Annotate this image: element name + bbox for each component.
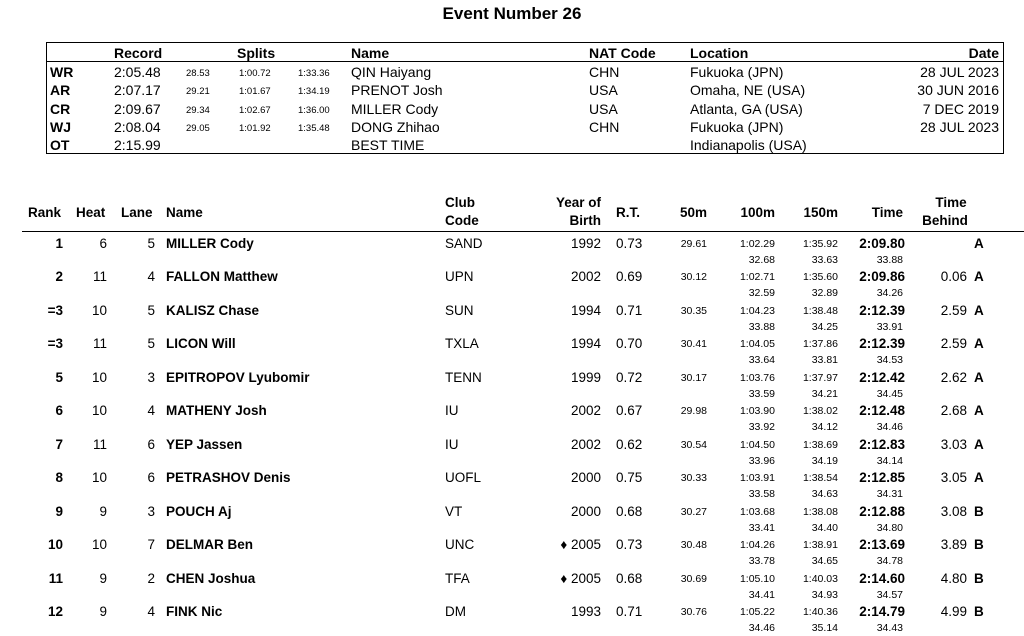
record-time: 2:05.48	[114, 64, 161, 80]
record-date: 30 JUN 2016	[917, 82, 999, 99]
result-split-150: 1:40.36	[802, 605, 838, 618]
result-name: KALISZ Chase	[166, 302, 260, 318]
result-split-50: 29.61	[680, 238, 707, 250]
result-lap-150: 34.21	[811, 387, 838, 400]
result-grade: B	[974, 503, 984, 519]
result-grade: B	[974, 537, 984, 553]
result-time-behind: 4.80	[940, 570, 967, 586]
result-club: SAND	[445, 236, 483, 251]
result-lane: 6	[147, 436, 155, 452]
result-yob: 2000	[570, 470, 601, 486]
result-club: IU	[445, 403, 459, 419]
result-rt: 0.69	[616, 269, 643, 285]
result-split-100: 1:05.22	[739, 605, 775, 618]
result-lane: 3	[147, 503, 155, 519]
result-time-behind: 2.62	[940, 369, 967, 385]
record-split-150: 1:35.48	[298, 122, 330, 134]
result-split-150: 1:38.69	[802, 438, 838, 451]
results-header-yob-1: Year of	[555, 195, 601, 210]
result-split-50: 29.98	[680, 405, 707, 418]
result-time: 2:12.39	[859, 336, 905, 352]
result-lap-200: 34.26	[876, 287, 903, 300]
result-name: YEP Jassen	[166, 436, 243, 452]
result-split-150: 1:37.97	[802, 371, 838, 384]
record-nat: USA	[589, 82, 618, 99]
result-lane: 5	[147, 302, 155, 318]
result-lap-150: 34.63	[811, 488, 838, 501]
records-header-date: Date	[968, 45, 999, 61]
result-lap-100: 34.41	[748, 588, 775, 601]
result-split-100: 1:02.29	[739, 238, 775, 250]
result-club: IU	[445, 436, 459, 452]
result-lap-100: 33.58	[748, 488, 775, 501]
result-lap-100: 33.78	[748, 555, 775, 568]
result-name: POUCH Aj	[166, 503, 232, 519]
result-lap-200: 34.53	[876, 354, 903, 367]
result-club: UOFL	[445, 470, 482, 486]
result-time: 2:12.83	[859, 436, 905, 452]
record-location: Omaha, NE (USA)	[690, 82, 806, 99]
result-time: 2:13.69	[859, 537, 905, 553]
result-lap-100: 33.64	[748, 354, 775, 367]
result-split-150: 1:35.92	[802, 238, 838, 250]
record-time: 2:09.67	[114, 100, 161, 117]
record-time: 2:07.17	[114, 82, 161, 99]
record-split-150: 1:33.36	[298, 68, 330, 79]
result-time-behind: 3.03	[940, 436, 967, 452]
results-header-150m: 150m	[803, 205, 838, 220]
results-header-time: Time	[871, 205, 903, 220]
result-split-50: 30.33	[680, 472, 707, 485]
result-lane: 4	[147, 269, 155, 285]
record-name: DONG Zhihao	[351, 118, 440, 135]
result-lap-200: 34.57	[876, 588, 903, 601]
result-name: MATHENY Josh	[166, 403, 267, 419]
result-club: TFA	[445, 570, 470, 586]
result-rank: =3	[47, 336, 63, 352]
result-club: UPN	[445, 269, 474, 285]
result-split-50: 30.76	[680, 605, 707, 618]
results-header-lane: Lane	[121, 205, 153, 220]
result-yob: 2002	[570, 403, 601, 419]
result-name: CHEN Joshua	[166, 570, 256, 586]
record-split-100: 1:01.92	[239, 122, 271, 134]
record-split-100: 1:01.67	[239, 86, 271, 98]
event-title: Event Number 26	[442, 4, 582, 23]
result-split-100: 1:03.91	[739, 472, 775, 485]
result-grade: A	[974, 236, 984, 251]
result-time: 2:12.42	[859, 369, 905, 385]
result-rank: 7	[55, 436, 63, 452]
result-yob: ♦ 2005	[560, 537, 601, 553]
record-nat: CHN	[589, 64, 620, 80]
result-lap-200: 34.45	[876, 387, 903, 400]
result-grade: A	[974, 403, 984, 419]
result-lap-150: 34.25	[811, 320, 838, 333]
result-rank: 12	[47, 603, 63, 619]
result-lap-150: 33.63	[811, 254, 838, 266]
result-yob: 1992	[570, 236, 601, 251]
result-split-100: 1:03.68	[739, 505, 775, 518]
results-header-club-1: Club	[445, 195, 475, 210]
result-yob: 1993	[570, 603, 601, 619]
record-split-50: 29.05	[186, 122, 210, 134]
result-split-50: 30.27	[680, 505, 707, 518]
record-code: WJ	[50, 118, 71, 135]
result-grade: A	[974, 336, 984, 352]
result-lap-200: 34.31	[876, 488, 903, 501]
record-split-50: 28.53	[186, 68, 210, 79]
result-heat: 9	[99, 570, 107, 586]
result-time: 2:09.80	[859, 236, 905, 251]
result-time: 2:14.60	[859, 570, 905, 586]
result-lap-150: 34.40	[811, 521, 838, 534]
result-rt: 0.67	[616, 403, 643, 419]
record-split-50: 29.21	[186, 86, 210, 98]
result-rt: 0.71	[616, 603, 643, 619]
result-lane: 5	[147, 236, 155, 251]
result-split-150: 1:38.02	[802, 405, 838, 418]
result-grade: A	[974, 470, 984, 486]
result-rt: 0.62	[616, 436, 643, 452]
records-header-name: Name	[351, 45, 390, 61]
result-heat: 10	[91, 470, 107, 486]
result-heat: 9	[99, 603, 107, 619]
result-rank: 9	[55, 503, 63, 519]
result-club: DM	[445, 603, 466, 619]
result-lap-200: 34.14	[876, 454, 903, 467]
result-club: TXLA	[445, 336, 479, 352]
record-split-100: 1:00.72	[239, 68, 271, 79]
record-date: 28 JUL 2023	[920, 64, 999, 80]
result-split-50: 30.48	[680, 539, 707, 552]
result-rt: 0.68	[616, 570, 643, 586]
result-heat: 10	[91, 302, 107, 318]
result-lap-100: 33.92	[748, 421, 775, 434]
results-header-behind-2: Behind	[922, 213, 968, 228]
result-grade: A	[974, 436, 984, 452]
record-date: 7 DEC 2019	[922, 100, 999, 117]
result-heat: 10	[91, 403, 107, 419]
result-split-50: 30.69	[680, 572, 707, 585]
result-lap-150: 32.89	[811, 287, 838, 300]
result-yob: 1994	[570, 336, 601, 352]
result-lap-200: 34.78	[876, 555, 903, 568]
record-split-100: 1:02.67	[239, 104, 271, 116]
results-header-yob-2: Birth	[569, 213, 601, 228]
results-header-50m: 50m	[679, 205, 707, 220]
result-time: 2:12.48	[859, 403, 905, 419]
result-grade: A	[974, 269, 984, 285]
results-header-heat: Heat	[76, 205, 106, 220]
record-location: Fukuoka (JPN)	[690, 118, 784, 135]
record-name: MILLER Cody	[351, 100, 439, 117]
record-code: AR	[50, 82, 71, 99]
result-lap-100: 34.46	[748, 621, 775, 634]
record-split-50: 29.34	[186, 104, 210, 116]
result-split-50: 30.41	[680, 338, 707, 351]
result-lap-150: 33.81	[811, 354, 838, 367]
result-rt: 0.70	[616, 336, 643, 352]
result-split-100: 1:02.71	[739, 271, 775, 284]
result-yob: 1999	[570, 369, 601, 385]
result-lane: 4	[147, 603, 155, 619]
result-rank: =3	[47, 302, 63, 318]
result-split-100: 1:05.10	[739, 572, 775, 585]
records-header-record: Record	[114, 45, 163, 61]
result-rt: 0.71	[616, 302, 643, 318]
results-header-rt: R.T.	[616, 205, 641, 220]
result-lap-150: 34.93	[811, 588, 838, 601]
results-header-behind-1: Time	[935, 195, 967, 210]
result-rank: 11	[48, 570, 63, 586]
result-time: 2:09.86	[859, 269, 905, 285]
result-rt: 0.73	[616, 537, 643, 553]
result-split-150: 1:35.60	[802, 271, 838, 284]
result-lane: 4	[147, 403, 155, 419]
result-time-behind: 2.59	[940, 336, 967, 352]
result-lap-200: 33.88	[876, 254, 903, 266]
record-location: Atlanta, GA (USA)	[690, 100, 803, 117]
result-lap-200: 33.91	[876, 320, 903, 333]
result-yob: 2000	[570, 503, 601, 519]
record-code: CR	[50, 100, 71, 117]
result-time-behind: 2.59	[940, 302, 967, 318]
result-split-50: 30.17	[680, 371, 707, 384]
result-name: MILLER Cody	[166, 236, 254, 251]
record-time: 2:08.04	[114, 118, 161, 135]
result-rt: 0.72	[616, 369, 643, 385]
result-split-150: 1:38.91	[802, 539, 838, 552]
result-lap-100: 33.88	[748, 320, 775, 333]
result-time: 2:12.85	[859, 470, 905, 486]
result-time-behind: 3.08	[940, 503, 967, 519]
result-rank: 1	[55, 236, 63, 251]
result-split-150: 1:38.08	[802, 505, 838, 518]
result-split-100: 1:03.90	[739, 405, 775, 418]
result-yob: 2002	[570, 436, 601, 452]
result-grade: A	[974, 369, 984, 385]
result-rank: 10	[47, 537, 63, 553]
results-header-name: Name	[166, 205, 203, 220]
result-heat: 11	[92, 336, 107, 352]
result-split-50: 30.35	[680, 304, 707, 317]
result-time-behind: 0.06	[940, 269, 967, 285]
records-header-rule	[47, 61, 1003, 62]
records-header-nat: NAT Code	[589, 45, 656, 61]
result-lap-150: 35.14	[811, 621, 838, 634]
record-split-150: 1:34.19	[298, 86, 330, 98]
result-rank: 5	[55, 369, 63, 385]
result-name: DELMAR Ben	[166, 537, 253, 553]
result-lane: 3	[147, 369, 155, 385]
result-split-100: 1:04.23	[739, 304, 775, 317]
result-rt: 0.73	[616, 236, 643, 251]
record-nat: CHN	[589, 118, 620, 135]
record-name: PRENOT Josh	[351, 82, 443, 99]
result-lap-100: 32.68	[748, 254, 775, 266]
result-rank: 8	[55, 470, 63, 486]
result-name: FALLON Matthew	[166, 269, 278, 285]
results-header-club-2: Code	[445, 213, 479, 228]
result-split-150: 1:40.03	[802, 572, 838, 585]
result-yob: 2002	[570, 269, 601, 285]
result-yob: ♦ 2005	[560, 570, 601, 586]
result-time-behind: 3.05	[940, 470, 967, 486]
result-club: TENN	[445, 369, 482, 385]
result-heat: 11	[92, 269, 107, 285]
record-name: BEST TIME	[351, 137, 425, 154]
result-grade: B	[974, 570, 984, 586]
result-lap-100: 33.96	[748, 454, 775, 467]
result-split-150: 1:38.48	[802, 304, 838, 317]
result-lap-200: 34.46	[876, 421, 903, 434]
result-heat: 10	[91, 537, 107, 553]
result-time-behind: 3.89	[940, 537, 967, 553]
records-header-location: Location	[690, 45, 749, 61]
result-heat: 6	[99, 236, 107, 251]
result-time-behind: 4.99	[940, 603, 967, 619]
result-split-100: 1:04.05	[739, 338, 775, 351]
result-lane: 2	[147, 570, 155, 586]
result-split-100: 1:03.76	[739, 371, 775, 384]
result-lap-150: 34.65	[811, 555, 838, 568]
result-lap-100: 33.59	[748, 387, 775, 400]
result-rt: 0.75	[616, 470, 643, 486]
result-lap-150: 34.19	[811, 454, 838, 467]
result-lane: 5	[147, 336, 155, 352]
record-name: QIN Haiyang	[351, 64, 432, 80]
result-lane: 7	[147, 537, 155, 553]
record-location: Fukuoka (JPN)	[690, 64, 784, 80]
records-header-splits: Splits	[237, 45, 276, 61]
result-lap-100: 32.59	[748, 287, 775, 300]
result-lap-200: 34.43	[876, 621, 903, 634]
result-name: PETRASHOV Denis	[166, 470, 291, 486]
result-name: EPITROPOV Lyubomir	[166, 369, 310, 385]
result-lap-100: 33.41	[748, 521, 775, 534]
result-split-100: 1:04.50	[739, 438, 775, 451]
record-date: 28 JUL 2023	[920, 118, 999, 135]
result-heat: 9	[99, 503, 107, 519]
result-split-100: 1:04.26	[739, 539, 775, 552]
result-club: VT	[445, 503, 463, 519]
results-header-100m: 100m	[740, 205, 775, 220]
result-name: LICON Will	[166, 336, 236, 352]
record-nat: USA	[589, 100, 618, 117]
record-code: OT	[50, 137, 70, 154]
result-rank: 6	[55, 403, 63, 419]
record-split-150: 1:36.00	[298, 104, 330, 116]
result-split-50: 30.12	[680, 271, 707, 284]
result-club: UNC	[445, 537, 475, 553]
result-rank: 2	[55, 269, 63, 285]
result-split-150: 1:37.86	[802, 338, 838, 351]
record-location: Indianapolis (USA)	[690, 137, 807, 154]
result-heat: 10	[91, 369, 107, 385]
results-header-rank: Rank	[28, 205, 62, 220]
result-split-50: 30.54	[680, 438, 707, 451]
record-code: WR	[50, 64, 74, 80]
result-grade: A	[974, 302, 984, 318]
results-header-rule	[22, 231, 1024, 232]
result-rt: 0.68	[616, 503, 643, 519]
result-split-150: 1:38.54	[802, 472, 838, 485]
result-lap-200: 34.80	[876, 521, 903, 534]
result-grade: B	[974, 603, 984, 619]
result-yob: 1994	[570, 302, 601, 318]
result-lane: 6	[147, 470, 155, 486]
result-time: 2:14.79	[859, 603, 905, 619]
result-time-behind: 2.68	[940, 403, 967, 419]
result-heat: 11	[92, 436, 107, 452]
result-time: 2:12.39	[859, 302, 905, 318]
record-time: 2:15.99	[114, 137, 161, 154]
result-time: 2:12.88	[859, 503, 905, 519]
result-club: SUN	[445, 302, 474, 318]
result-lap-150: 34.12	[811, 421, 838, 434]
result-name: FINK Nic	[166, 603, 223, 619]
